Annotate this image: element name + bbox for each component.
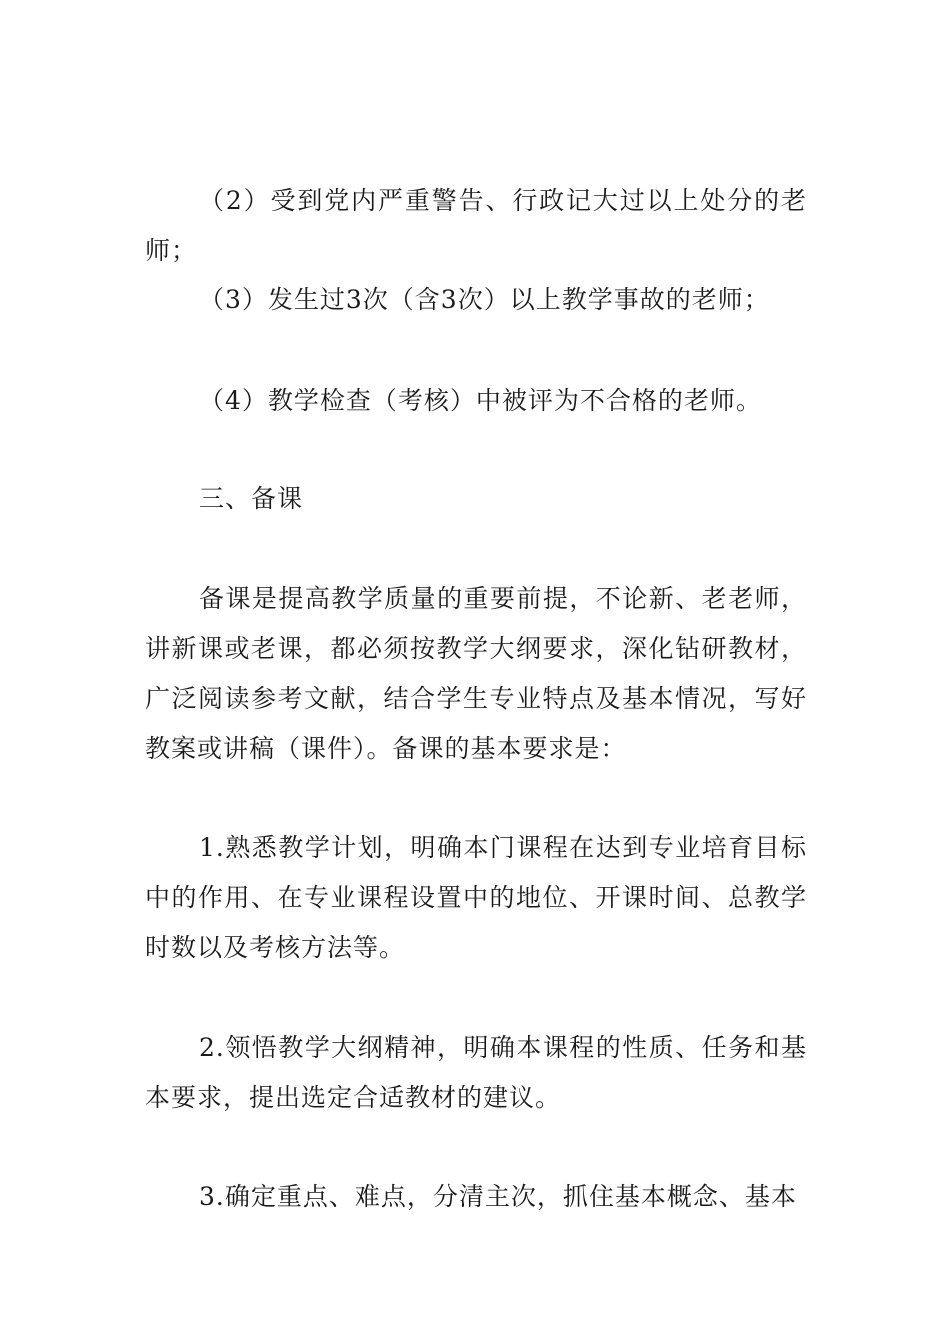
paragraph-requirement-2: 2.领悟教学大纲精神，明确本课程的性质、任务和基本要求，提出选定合适教材的建议。 <box>145 1033 807 1112</box>
paragraph-item-3: （3）发生过3次（含3次）以上教学事故的老师； <box>199 285 770 314</box>
paragraph-lesson-preparation-intro: 备课是提高教学质量的重要前提，不论新、老老师，讲新课或老课，都必须按教学大纲要求，深化钻研教材，广泛阅读参考文献，结合学生专业特点及基本情况，写好教案或讲稿（课件）。备课的基本要求是： <box>145 584 807 763</box>
paragraph-item-4: （4）教学检查（考核）中被评为不合格的老师。 <box>199 386 762 415</box>
paragraph-requirement-1: 1.熟悉教学计划，明确本门课程在达到专业培育目标中的作用、在专业课程设置中的地位、开课时间、总教学时数以及考核方法等。 <box>145 833 807 962</box>
section-heading-lesson-preparation: 三、备课 <box>199 484 304 513</box>
paragraph-requirement-3: 3.确定重点、难点，分清主次，抓住基本概念、基本 <box>199 1182 797 1211</box>
paragraph-item-2: （2）受到党内严重警告、行政记大过以上处分的老师； <box>145 186 807 265</box>
